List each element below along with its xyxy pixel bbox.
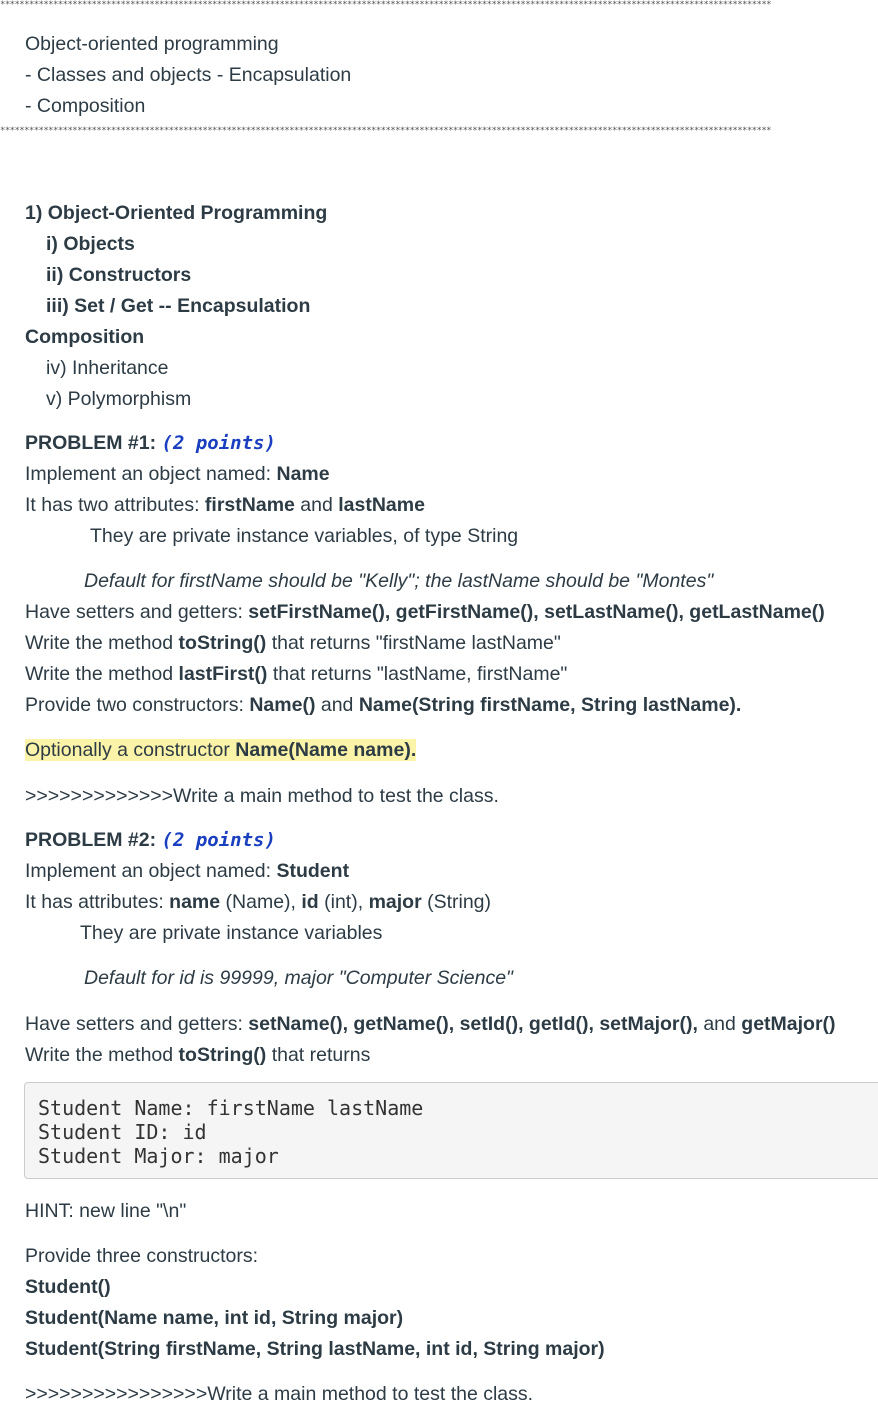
- outline-item: iii) Set / Get -- Encapsulation: [46, 295, 311, 317]
- problem1-constructors: Provide two constructors: Name() and Name(String firstName, String lastName).: [25, 694, 742, 716]
- problem2-points: (2 points): [161, 829, 276, 851]
- separator-bottom: ****************************************************************************************************************************************************************: [0, 126, 771, 136]
- problem2-defaults: Default for id is 99999, major "Computer Science": [84, 967, 513, 989]
- code-line: Student Name: firstName lastName: [38, 1096, 424, 1120]
- problem1-private: They are private instance variables, of type String: [90, 525, 519, 547]
- problem2-tostring: Write the method toString() that returns: [25, 1044, 371, 1066]
- problem2-implement: Implement an object named: Student: [25, 860, 350, 882]
- problem1-setget: Have setters and getters: setFirstName(), getFirstName(), setLastName(), getLastName(): [25, 601, 825, 623]
- problem2-private: They are private instance variables: [80, 922, 383, 944]
- outline-item: i) Objects: [46, 233, 135, 255]
- outline-composition: Composition: [25, 326, 145, 348]
- problem2-title: PROBLEM #2:: [25, 829, 157, 851]
- problem2-ctor-intro: Provide three constructors:: [25, 1245, 259, 1267]
- problem2-heading: [25, 828, 276, 852]
- topic-line: - Composition: [25, 95, 146, 117]
- outline-title: 1) Object-Oriented Programming: [25, 202, 328, 224]
- outline-item: v) Polymorphism: [46, 388, 192, 410]
- problem1-heading: [25, 431, 276, 455]
- problem2-attributes: It has attributes: name (Name), id (int), major (String): [25, 891, 492, 913]
- problem2-main: >>>>>>>>>>>>>>>>Write a main method to test the class.: [25, 1383, 534, 1405]
- outline-item: ii) Constructors: [46, 264, 192, 286]
- problem1-optional: Optionally a constructor Name(Name name).: [25, 739, 417, 761]
- code-block: [24, 1082, 878, 1179]
- problem2-hint: HINT: new line "\n": [25, 1200, 187, 1222]
- problem1-lastfirst: Write the method lastFirst() that returns "lastName, firstName": [25, 663, 568, 685]
- problem1-title: PROBLEM #1:: [25, 432, 157, 454]
- code-line: Student Major: major: [38, 1144, 279, 1168]
- class-name: Student: [276, 860, 350, 882]
- code-line: Student ID: id: [38, 1120, 207, 1144]
- problem1-main: >>>>>>>>>>>>>Write a main method to test the class.: [25, 785, 499, 807]
- problem1-defaults: Default for firstName should be "Kelly"; the lastName should be "Montes": [84, 570, 714, 592]
- problem1-points: (2 points): [161, 432, 276, 454]
- problem2-setget: Have setters and getters: setName(), getName(), setId(), getId(), setMajor(), and getMajor(): [25, 1013, 836, 1035]
- problem1-tostring: Write the method toString() that returns "firstName lastName": [25, 632, 561, 654]
- topic-line: - Classes and objects - Encapsulation: [25, 64, 352, 86]
- separator-top: ****************************************************************************************************************************************************************: [0, 0, 771, 10]
- class-name: Name: [276, 463, 330, 485]
- problem1-implement: Implement an object named: Name: [25, 463, 330, 485]
- problem2-ctor: Student(): [25, 1276, 111, 1298]
- topic-line: Object-oriented programming: [25, 33, 279, 55]
- problem2-ctor: Student(String firstName, String lastName, int id, String major): [25, 1338, 605, 1360]
- problem1-attributes: It has two attributes: firstName and lastName: [25, 494, 425, 516]
- problem2-ctor: Student(Name name, int id, String major): [25, 1307, 404, 1329]
- outline-item: iv) Inheritance: [46, 357, 169, 379]
